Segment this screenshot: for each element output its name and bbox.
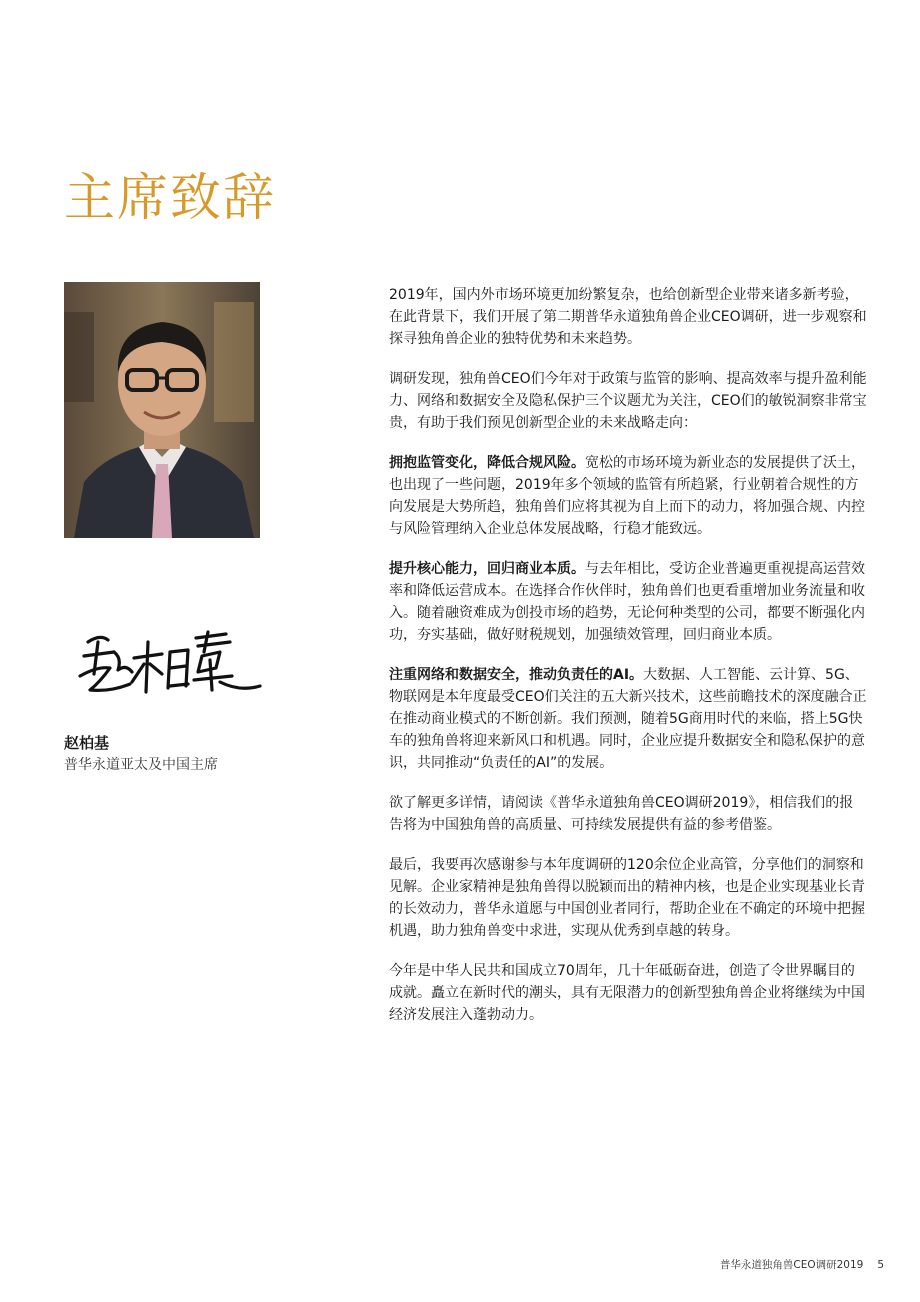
author-name: 赵柏基 (64, 734, 110, 752)
paragraph (389, 960, 867, 1026)
paragraph-text: 与去年相比，受访企业普遍更重视提高运营效率和降低运营成本。在选择合作伙伴时，独角兽们也更看重增加业务流量和收入。随着融资难成为创投市场的趋势，无论何种类型的公司，都要不断强化内功，夯实基础，做好财税规划，加强绩效管理，回归商业本质。 (389, 561, 865, 643)
paragraph (389, 284, 867, 350)
paragraph (389, 452, 867, 540)
paragraph-text: 宽松的市场环境为新业态的发展提供了沃土，也出现了一些问题，2019年多个领域的监管有所趋紧，行业朝着合规性的方向发展是大势所趋，独角兽们应将其视为自上而下的动力，将加强合规、内控与风险管理纳入企业总体发展战略，行稳才能致远。 (389, 455, 865, 537)
paragraph-lead: 拥抱监管变化，降低合规风险。 (389, 455, 585, 471)
author-signature-icon (70, 612, 270, 702)
page-title: 主席致辞 (64, 169, 277, 228)
paragraph (389, 664, 867, 774)
paragraph (389, 854, 867, 942)
paragraph-lead: 提升核心能力，回归商业本质。 (389, 561, 585, 577)
footer-publication: 普华永道独角兽CEO调研2019 (719, 1259, 864, 1271)
paragraph (389, 558, 867, 646)
author-portrait-photo (64, 282, 260, 538)
paragraph-text: 大数据、人工智能、云计算、5G、物联网是本年度最受CEO们关注的五大新兴技术，这些前瞻技术的深度融合正在推动商业模式的不断创新。我们预测，随着5G商用时代的来临，搭上5G快车的独角兽将迎来新风口和机遇。同时，企业应提升数据安全和隐私保护的意识，共同推动“负责任的AI”的发展。 (389, 667, 867, 771)
page-footer (720, 1257, 884, 1272)
paragraph-lead: 注重网络和数据安全，推动负责任的AI。 (389, 667, 644, 683)
paragraph (389, 792, 867, 836)
paragraph-text: 2019年，国内外市场环境更加纷繁复杂，也给创新型企业带来诸多新考验，在此背景下，我们开展了第二期普华永道独角兽企业CEO调研，进一步观察和探寻独角兽企业的独特优势和未来趋势。 (389, 287, 867, 347)
author-role: 普华永道亚太及中国主席 (64, 757, 218, 773)
article-body (389, 284, 867, 1044)
paragraph-text: 调研发现，独角兽CEO们今年对于政策与监管的影响、提高效率与提升盈利能力、网络和数据安全及隐私保护三个议题尤为关注，CEO们的敏锐洞察非常宝贵，有助于我们预见创新型企业的未来战略走向： (389, 371, 867, 431)
paragraph-text: 欲了解更多详情，请阅读《普华永道独角兽CEO调研2019》，相信我们的报告将为中国独角兽的高质量、可持续发展提供有益的参考借鉴。 (389, 795, 854, 833)
page-number: 5 (877, 1259, 884, 1271)
paragraph-text: 今年是中华人民共和国成立70周年，几十年砥砺奋进，创造了令世界瞩目的成就。矗立在新时代的潮头，具有无限潜力的创新型独角兽企业将继续为中国经济发展注入蓬勃动力。 (389, 963, 865, 1023)
paragraph-text: 最后，我要再次感谢参与本年度调研的120余位企业高管，分享他们的洞察和见解。企业家精神是独角兽得以脱颖而出的精神内核，也是企业实现基业长青的长效动力，普华永道愿与中国创业者同行，帮助企业在不确定的环境中把握机遇，助力独角兽变中求进，实现从优秀到卓越的转身。 (389, 857, 865, 939)
paragraph (389, 368, 867, 434)
